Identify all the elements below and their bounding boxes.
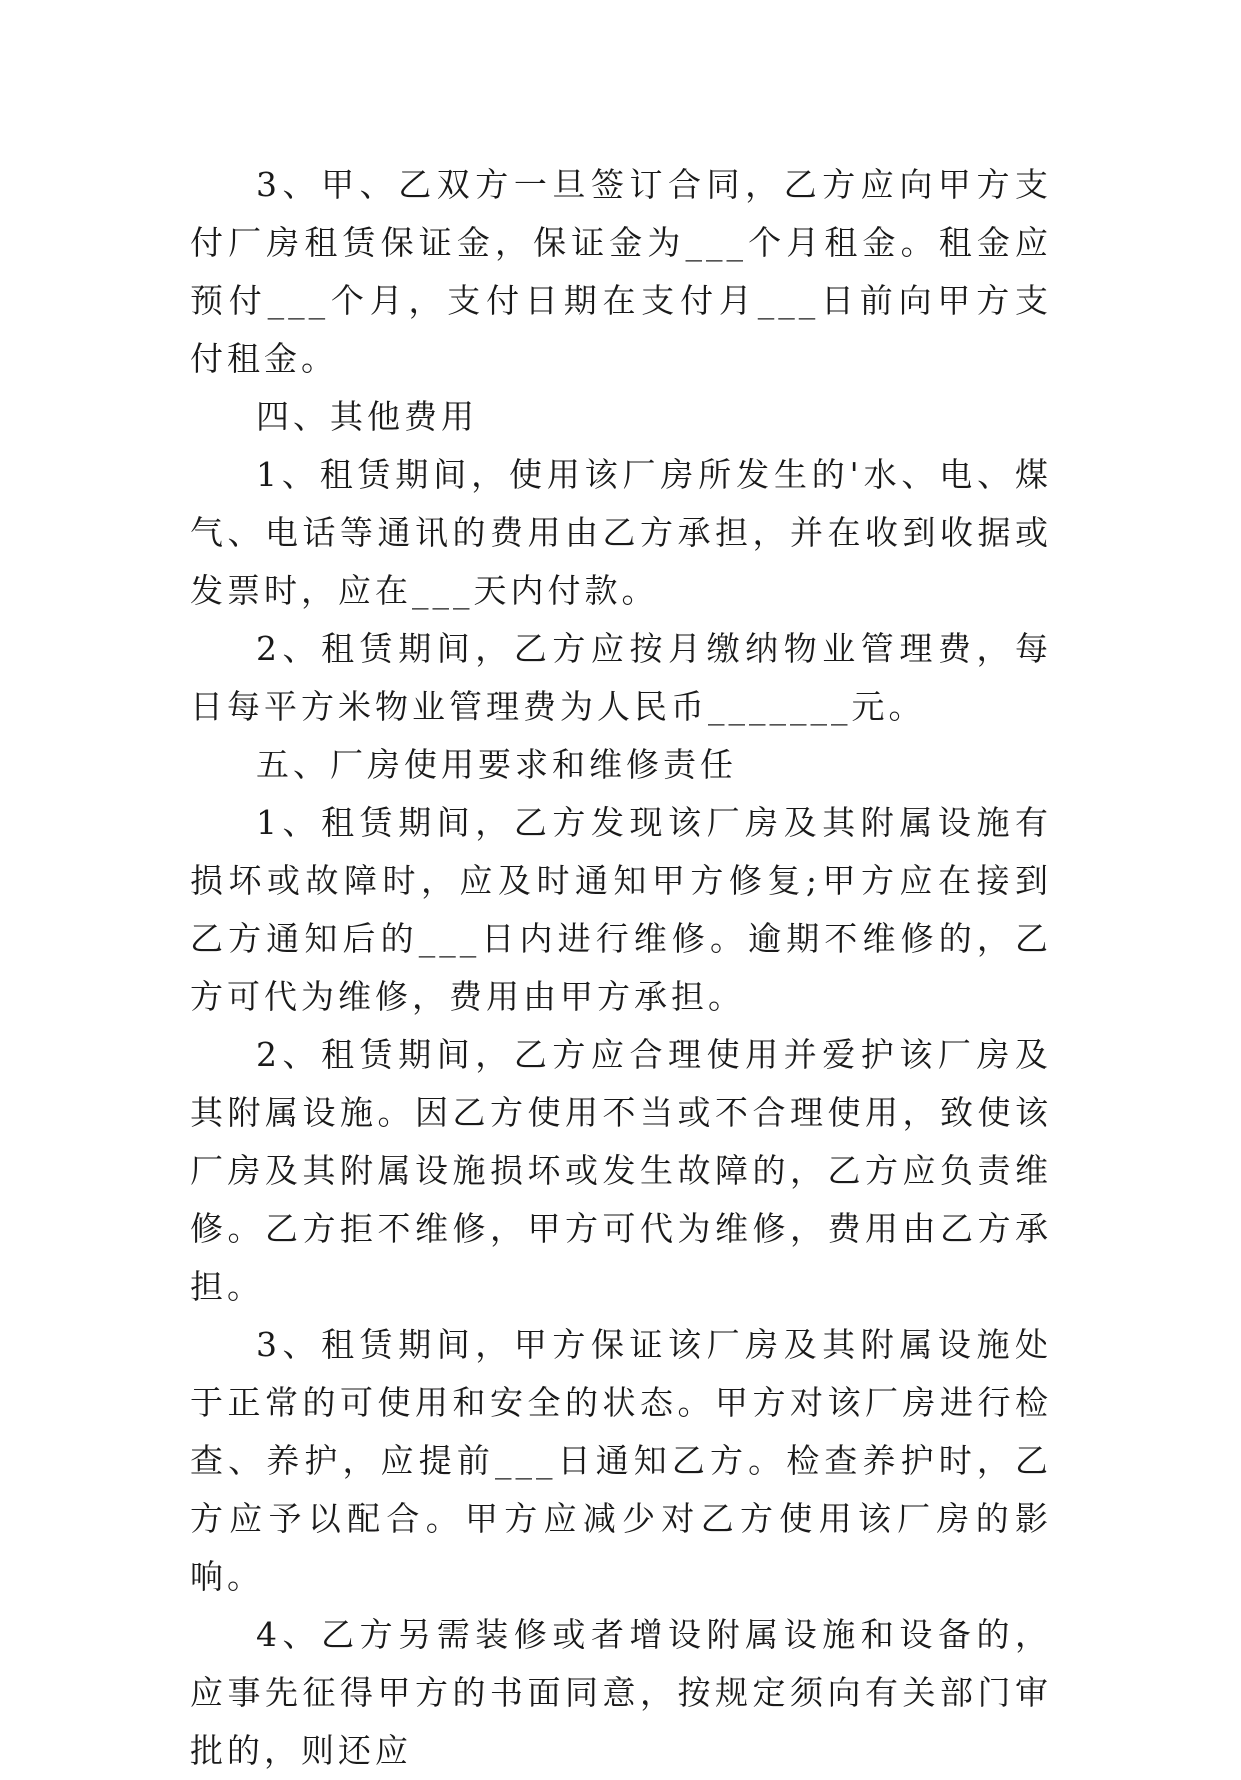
clause-3-safe-condition: 3、租赁期间，甲方保证该厂房及其附属设施处于正常的可使用和安全的状态。甲方对该厂房进行检查、养护，应提前___日通知乙方。检查养护时，乙方应予以配合。甲方应减少对乙方使用该厂房的影响。 [190,1325,1052,1596]
clause-1-repair-notice: 1、租赁期间，乙方发现该厂房及其附属设施有损坏或故障时，应及时通知甲方修复;甲方应在接到乙方通知后的___日内进行维修。逾期不维修的，乙方可代为维修，费用由甲方承担。 [190,803,1052,1016]
document-page [190,156,1052,1780]
section-heading-other-fees: 四、其他费用 [256,397,478,436]
clause-3-deposit-and-rent: 3、甲、乙双方一旦签订合同，乙方应向甲方支付厂房租赁保证金，保证金为___个月租金。租金应预付___个月，支付日期在支付月___日前向甲方支付租金。 [190,165,1052,378]
clause-2-property-fee: 2、租赁期间，乙方应按月缴纳物业管理费，每日每平方米物业管理费为人民币_______元。 [190,629,1052,726]
clause-1-utilities: 1、租赁期间，使用该厂房所发生的'水、电、煤气、电话等通讯的费用由乙方承担，并在收到收据或发票时，应在___天内付款。 [190,455,1052,610]
clause-2-reasonable-use: 2、租赁期间，乙方应合理使用并爱护该厂房及其附属设施。因乙方使用不当或不合理使用，致使该厂房及其附属设施损坏或发生故障的，乙方应负责维修。乙方拒不维修，甲方可代为维修，费用由乙方承担。 [190,1035,1052,1306]
section-heading-usage-and-repair: 五、厂房使用要求和维修责任 [256,745,737,784]
clause-4-renovation: 4、乙方另需装修或者增设附属设施和设备的，应事先征得甲方的书面同意，按规定须向有关部门审批的，则还应 [190,1615,1052,1770]
